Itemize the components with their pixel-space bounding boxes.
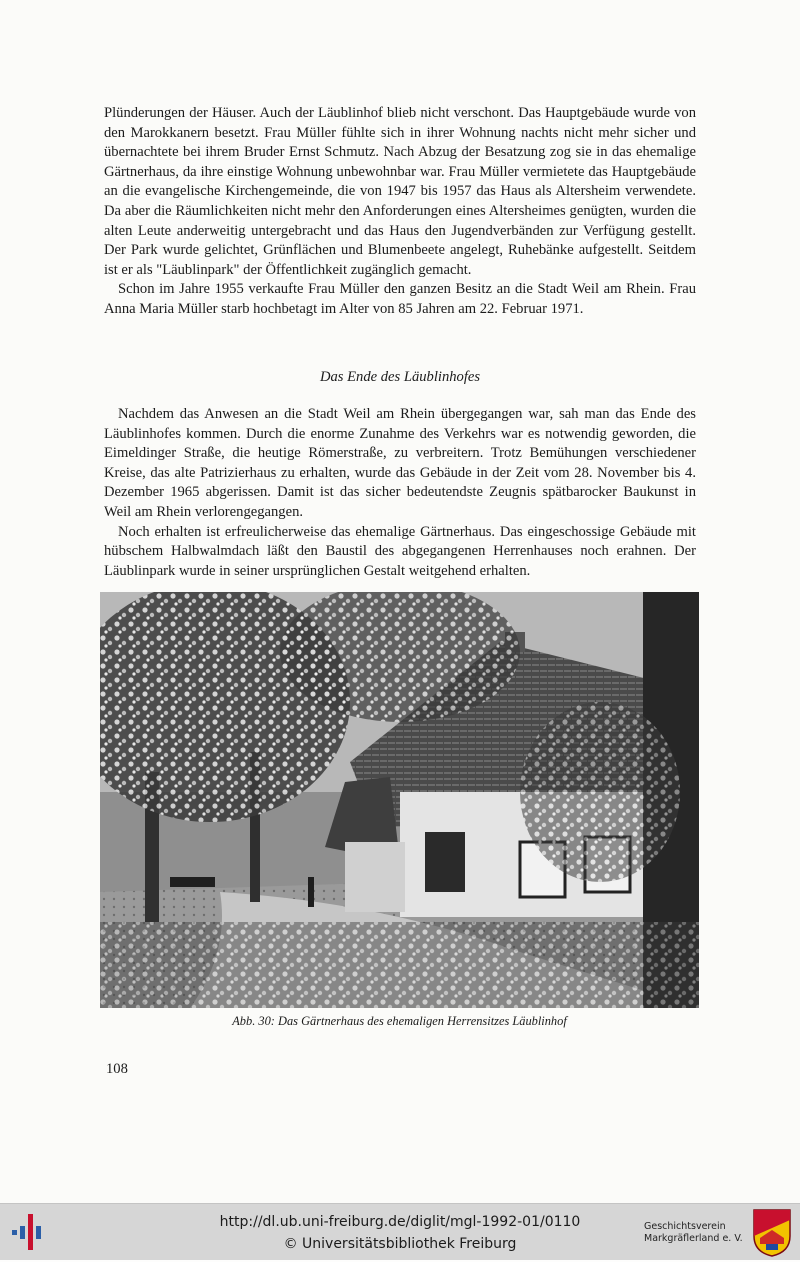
photo-gardener-house: [100, 592, 699, 1008]
copyright-notice: © Universitätsbibliothek Freiburg: [283, 1236, 517, 1252]
paragraph: Schon im Jahre 1955 verkaufte Frau Müller den ganzen Besitz an die Stadt Weil am Rhein. Frau Anna Maria Müller starb hochbetagt im Alter von 85 Jahren am 22. Februar 1971.: [104, 281, 696, 317]
permalink-link[interactable]: http://dl.ub.uni-freiburg.de/diglit/mgl-1992-01/0110: [219, 1214, 581, 1230]
section-heading: Das Ende des Läublinhofes: [319, 369, 481, 385]
viewer-footer: [0, 1203, 800, 1260]
society-name-line2: Markgräflerland e. V.: [644, 1233, 743, 1244]
text-block-bottom: [104, 405, 696, 581]
society-name-line1: Geschichtsverein: [644, 1221, 726, 1232]
library-logo-icon[interactable]: [10, 1212, 46, 1252]
paragraph: Nachdem das Anwesen an die Stadt Weil am Rhein übergegangen war, sah man das Ende des Läublinhofes kommen. Durch die enorme Zunahme des Verkehrs war es notwendig geworden, die Eimeldinger Straße, die heutige Römerstraße, zu verbreitern. Trotz Bemühungen verschiedener Kreise, das alte Patrizierhaus zu erhalten, wurde das Gebäude in der Zeit vom 28. November bis 4. Dezember 1965 abgerissen. Damit ist das sicher bedeutendste Zeugnis spätbarocker Baukunst in Weil am Rhein verlorengegangen.: [104, 406, 696, 520]
library-logo-graphic: [10, 1212, 46, 1252]
figure-caption: Abb. 30: Das Gärtnerhaus des ehemaligen Herrensitzes Läublinhof: [232, 1014, 567, 1028]
paragraph: Noch erhalten ist erfreulicherweise das ehemalige Gärtnerhaus. Das eingeschossige Gebäude mit hübschem Halbwalmdach läßt den Baustil des abgegangenen Herrenhauses noch erahnen. Der Läublinpark wurde in seiner ursprünglichen Gestalt weitgehend erhalten.: [104, 523, 696, 579]
coat-of-arms-graphic: [752, 1208, 792, 1258]
text-block-top: [104, 104, 696, 320]
page-number: 108: [106, 1061, 128, 1077]
photo-illustration: [100, 592, 699, 1008]
coat-of-arms-icon[interactable]: [752, 1208, 792, 1258]
paragraph: Plünderungen der Häuser. Auch der Läublinhof blieb nicht verschont. Das Hauptgebäude wurde von den Marokkanern besetzt. Frau Müller fühlte sich in ihrer Wohnung nachts nicht mehr sicher und übernachtete bei ihrem Bruder Ernst Schmutz. Nach Abzug der Besatzung zog sie in das ehemalige Gärtnerhaus, da ihre einstige Wohnung unbewohnbar war. Frau Müller vermietete das Hauptgebäude an die evangelische Kirchengemeinde, die von 1947 bis 1957 das Haus als Altersheim verwendete. Da aber die Räumlichkeiten nicht mehr den Anforderungen eines Altersheimes genügten, wurden die alten Leute anderweitig untergebracht und das Haus den Jugendverbänden zur Verfügung gestellt. Der Park wurde gelichtet, Grünflächen und Blumenbeete angelegt, Ruhebänke aufgestellt. Seitdem ist er als "Läublinpark" der Öffentlichkeit zugänglich gemacht.: [104, 105, 696, 278]
society-name: [644, 1221, 754, 1245]
